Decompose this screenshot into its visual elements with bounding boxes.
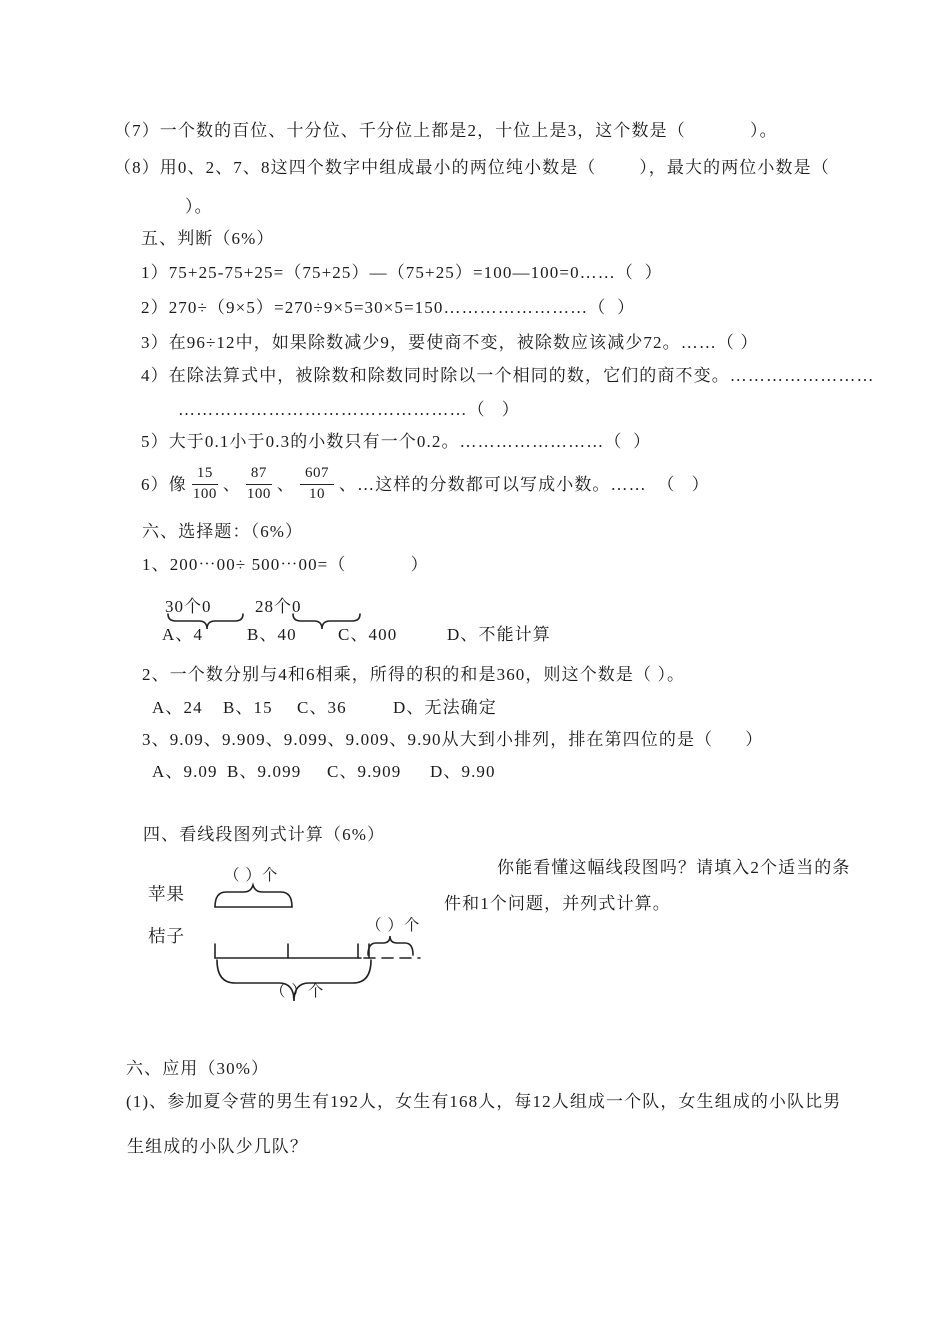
choice-heading: 六、选择题：（6%） [142,522,304,541]
orange-label: 桔子 [148,926,185,946]
judgment-item-6 [141,458,710,510]
judgment-item-6-suffix: 、…这样的分数都可以写成小数。…… （ ） [339,474,710,494]
choice-q1-option-c: C、400 [338,625,398,644]
fraction-87-100: $\frac{87}{100}$ [246,465,271,502]
choice-q3-option-c: C、9.909 [327,762,402,781]
choice-q3-option-b: B、9.099 [227,762,302,781]
zeros-left-label: 30个0 [165,597,212,616]
judgment-item-4-line1: 4）在除法算式中，被除数和除数同时除以一个相同的数，它们的商不变。…………………… [141,366,875,385]
judgment-item-1: 1）75+25-75+25=（75+25）—（75+25）=100—100=0……（ ） [141,263,663,282]
choice-q3-option-a: A、9.09 [152,762,218,781]
choice-q2-option-d: D、无法确定 [393,698,497,717]
judgment-item-2: 2）270÷（9×5）=270÷9×5=30×5=150……………………（ ） [141,298,636,317]
apply-q1-line1: (1)、参加夏令营的男生有192人，女生有168人，每12人组成一个队，女生组成的小队比男 [126,1092,842,1111]
zeros-right-label: 28个0 [255,597,302,616]
choice-q1-option-b: B、40 [247,625,297,644]
judgment-item-3: 3）在96÷12中，如果除数减少9，要使商不变，被除数应该减少72。……（ ） [141,333,759,352]
apply-q1-line2: 生组成的小队少几队？ [127,1137,308,1156]
question-7: （7）一个数的百位、十分位、千分位上都是2，十位上是3，这个数是（ ）。 [114,121,778,140]
orange-total-count-label: （ ）个 [270,983,325,1000]
choice-q2-option-b: B、15 [223,698,273,717]
fraction-15-100: $\frac{15}{100}$ [192,465,217,502]
orange-extra-count-label: （ ）个 [366,917,421,934]
choice-q3-stem: 3、9.09、9.909、9.099、9.009、9.90从大到小排列，排在第四位的是（ ） [142,730,764,749]
apple-label: 苹果 [148,884,185,904]
apply-heading: 六、应用（30%） [126,1059,270,1078]
fraction-separator: 、 [276,474,296,494]
question-8-line2: ）。 [185,197,213,216]
choice-q3-option-d: D、9.90 [430,762,496,781]
apple-count-label: （ ）个 [224,867,279,884]
apple-overbrace [215,885,292,907]
choice-q2-option-a: A、24 [152,698,203,717]
choice-q2-stem: 2、一个数分别与4和6相乘，所得的积的和是360，则这个数是（ ）。 [142,665,686,684]
judgment-item-5: 5）大于0.1小于0.3的小数只有一个0.2。……………………（ ） [141,432,652,451]
segment-heading: 四、看线段图列式计算（6%） [143,825,386,844]
choice-q1-option-d: D、不能计算 [447,625,551,644]
segment-note-line2: 件和1个问题，并列式计算。 [444,894,671,913]
question-8-line1: （8）用0、2、7、8这四个数字中组成最小的两位纯小数是（ ），最大的两位小数是（ [114,158,830,177]
choice-q2-option-c: C、36 [297,698,347,717]
line-segment-diagram [140,852,480,1012]
fraction-607-10: $\frac{607}{10}$ [300,465,334,503]
segment-note-line1: 你能看懂这幅线段图吗？请填入2个适当的条 [497,858,851,877]
fraction-separator: 、 [222,474,241,494]
choice-q1-option-a: A、4 [162,625,204,644]
judgment-item-4-line2: …………………………………………（ ） [178,400,520,419]
judgment-heading: 五、判断（6%） [141,229,275,248]
choice-q1-stem: 1、200⋯00÷ 500⋯00=（ ） [142,555,429,574]
orange-extra-overbrace [368,936,413,955]
judgment-item-6-prefix: 6）像 [141,474,187,494]
